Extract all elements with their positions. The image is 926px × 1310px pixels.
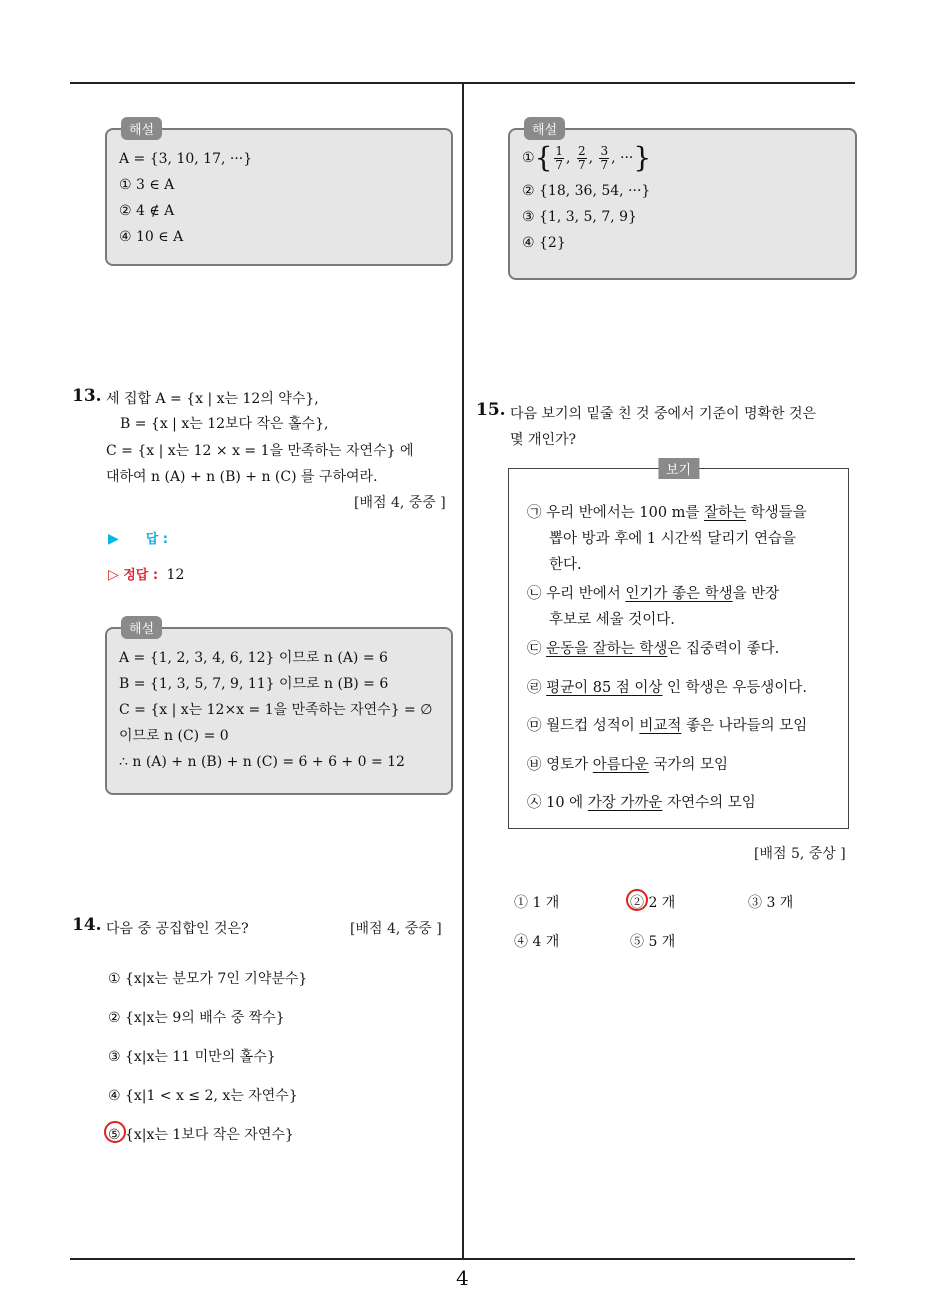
q14-choice-1[interactable]: ① {x|x는 분모가 7인 기약분수} [108, 971, 308, 987]
bogi-item-e: ㉤ 월드컵 성적이 비교적 좋은 나라들의 모임 [527, 718, 808, 734]
solution-line: ② 4 ∉ A [119, 203, 175, 219]
answer-marker-icon: ▶ [108, 531, 119, 547]
q14-choice-4[interactable]: ④ {x|1 < x ≤ 2, x는 자연수} [108, 1088, 298, 1104]
question-13-text-line: 세 집합 A = {x | x는 12의 약수}, [106, 391, 319, 407]
bogi-item-f: ㉥ 영토가 아름다운 국가의 모임 [527, 757, 729, 773]
question-15-number: 15. [476, 400, 506, 420]
bottom-rule [70, 1258, 855, 1260]
solution-line-fractions: ①{ $\frac{1}{7}$ , $\frac{2}{7}$ , $\frac{3}{7}$ , ···} [522, 141, 652, 174]
question-15-text-line: 다음 보기의 밑줄 친 것 중에서 기준이 명확한 것은 [510, 406, 817, 422]
question-14-text: 다음 중 공집합인 것은? [106, 921, 249, 937]
solution-tag: 해설 [121, 616, 162, 639]
fraction: $\frac{3}{7}$ [600, 143, 609, 172]
correct-answer-row [108, 564, 184, 583]
choice-number: ① [522, 150, 535, 166]
bogi-tag: 보기 [658, 458, 699, 479]
question-13-score: [배점 4, 중중 ] [354, 495, 446, 511]
solution-tag: 해설 [121, 117, 162, 140]
solution-line: ① 3 ∈ A [119, 177, 175, 193]
question-15-text-line: 몇 개인가? [510, 432, 577, 448]
fraction-suffix: , ··· [611, 150, 634, 166]
answer-label: 답 : [145, 532, 168, 547]
answer-row [108, 528, 168, 547]
fraction: $\frac{1}{7}$ [555, 143, 564, 172]
question-13-text-line: 대하여 n (A) + n (B) + n (C) 를 구하여라. [106, 469, 378, 485]
solution-box-q13 [105, 622, 453, 795]
solution-line: ④ {2} [522, 235, 566, 251]
solution-line: A = {1, 2, 3, 4, 6, 12} 이므로 n (A) = 6 [119, 650, 388, 666]
selected-mark-circle [104, 1121, 126, 1143]
solution-line: 이므로 n (C) = 0 [119, 728, 229, 744]
solution-line: ② {18, 36, 54, ···} [522, 183, 651, 199]
bogi-item-b-cont: 후보로 세울 것이다. [549, 612, 675, 628]
q15-choice-5[interactable]: ⑤ 5 개 [630, 934, 676, 950]
bogi-item-b: ㉡ 우리 반에서 인기가 좋은 학생을 반장 [527, 586, 780, 602]
solution-line: C = {x | x는 12×x = 1을 만족하는 자연수} = ∅ [119, 702, 433, 718]
column-divider [462, 82, 464, 1260]
solution-tag: 해설 [524, 117, 565, 140]
selected-mark-circle [626, 889, 648, 911]
bogi-item-d: ㉣ 평균이 85 점 이상 인 학생은 우등생이다. [527, 680, 807, 696]
solution-box-q14 [508, 123, 857, 280]
correct-marker-icon: ▷ [108, 567, 119, 583]
question-14-number: 14. [72, 915, 102, 935]
question-14-score: [배점 4, 중중 ] [350, 921, 442, 937]
question-15-score: [배점 5, 중상 ] [754, 846, 846, 862]
q15-choice-1[interactable]: ① 1 개 [514, 895, 560, 911]
q14-choice-2[interactable]: ② {x|x는 9의 배수 중 짝수} [108, 1010, 285, 1026]
solution-line: A = {3, 10, 17, ···} [119, 151, 253, 167]
question-13-text-line: B = {x | x는 12보다 작은 홀수}, [120, 416, 329, 432]
q15-choice-4[interactable]: ④ 4 개 [514, 934, 560, 950]
page-number: 4 [456, 1266, 469, 1290]
q14-choice-3[interactable]: ③ {x|x는 11 미만의 홀수} [108, 1049, 276, 1065]
fraction: $\frac{2}{7}$ [577, 143, 586, 172]
solution-line: ③ {1, 3, 5, 7, 9} [522, 209, 637, 225]
bogi-item-g: ㉦ 10 에 가장 가까운 자연수의 모임 [527, 795, 756, 811]
solution-line: ∴ n (A) + n (B) + n (C) = 6 + 6 + 0 = 12 [119, 754, 405, 770]
bogi-item-a-cont: 한다. [549, 557, 582, 573]
q15-choice-2[interactable]: ② 2 개 [630, 895, 676, 911]
solution-box-q12 [105, 123, 453, 266]
bogi-item-a-cont: 뽑아 방과 후에 1 시간씩 달리기 연습을 [549, 531, 796, 547]
q15-choice-3[interactable]: ③ 3 개 [748, 895, 794, 911]
correct-answer-value: 12 [166, 567, 185, 583]
left-brace: { [534, 141, 553, 174]
solution-line: B = {1, 3, 5, 7, 9, 11} 이므로 n (B) = 6 [119, 676, 389, 692]
bogi-box [508, 463, 849, 829]
question-13-number: 13. [72, 386, 102, 406]
bogi-item-a: ㉠ 우리 반에서는 100 m를 잘하는 학생들을 [527, 505, 807, 521]
bogi-item-c: ㉢ 운동을 잘하는 학생은 집중력이 좋다. [527, 641, 780, 657]
correct-answer-label: 정답 : [123, 568, 159, 583]
right-brace: } [633, 141, 652, 174]
question-13-text-line: C = {x | x는 12 × x = 1을 만족하는 자연수} 에 [106, 443, 414, 459]
q14-choice-5[interactable]: ⑤ {x|x는 1보다 작은 자연수} [108, 1127, 294, 1143]
solution-line: ④ 10 ∈ A [119, 229, 184, 245]
